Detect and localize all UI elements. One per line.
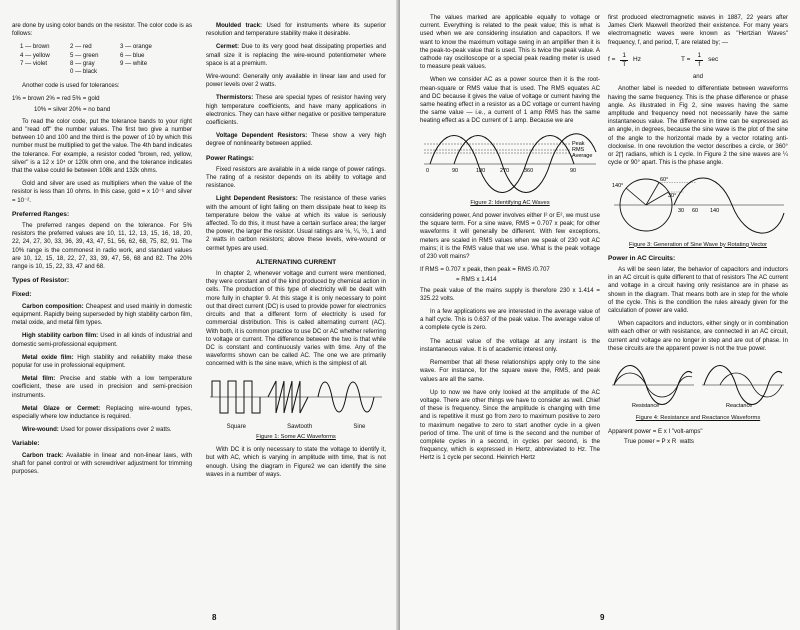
term: Thermistors:: [216, 94, 254, 102]
fig2-label: Peak: [572, 140, 585, 147]
term: High stability carbon film:: [22, 332, 99, 340]
fig2-axis-label: 90: [570, 167, 577, 174]
paragraph: The values marked are applicable equally to voltage or current. Everything is related to the peak value; this is what is used when we are considering insulation and capacitors. If we want to know the maximum voltage swing in an amplifier then it is the peak-to-peak value that is used. This is twice the peak value. A cathode ray oscilloscope or a special peak reading meter is used to measure peak values.: [420, 14, 600, 71]
paragraph: Wire-wound: Generally only available in linear law and used for power levels over 2 watts.: [206, 73, 386, 89]
paragraph: [206, 22, 386, 38]
paragraph: [206, 132, 386, 148]
term: Metal oxide film:: [22, 353, 74, 361]
color-code-item: 9 — white: [120, 59, 148, 67]
color-code-list: [20, 43, 192, 76]
paragraph: [12, 303, 192, 328]
color-code-item: 6 — blue: [120, 51, 145, 59]
term: Wire-wound:: [22, 426, 59, 434]
term-desc: Due to its very good heat dissipating properties and small size it is replacing the wire-wound potentiometer where space is at a premium.: [206, 43, 386, 67]
ac-waveforms-diagram: [206, 375, 386, 419]
fig2-label: Average: [572, 152, 593, 159]
denominator: T: [622, 61, 627, 69]
left-column-2: [206, 22, 386, 484]
section-heading: Preferred Ranges:: [12, 210, 70, 218]
paragraph: first produced electromagnetic waves in 1887, 22 years after James Clerk Maxwell theorized their existence. For many years electromagnetic waves were known as "Hertzian Waves" frequency, f, and period, T, are related by; —: [608, 14, 788, 46]
paragraph: [12, 332, 192, 348]
numerator: 1: [620, 52, 628, 61]
right-column-2: [608, 14, 788, 448]
term-desc: Replacing wire-wound types, especially where low inductance is required.: [12, 404, 192, 420]
figure-4: [608, 359, 788, 422]
color-code-item: 7 — violet: [20, 59, 48, 67]
tolerance-line: 1% = brown 2% = red 5% = gold: [12, 95, 100, 103]
paragraph: Gold and silver are used as multipliers when the value of the resistor is less than 10 ohms. In this case, gold = x 10⁻¹ and silver = 10⁻².: [12, 180, 192, 204]
paragraph: [12, 354, 192, 370]
paragraph: Up to now we have only looked at the amplitude of the AC voltage. There are other things we have to consider as well. Chief of these is frequency. Since the amplitude is changing with time and is repetitive it must go from zero to maximum positive to zero to maximum negative to zero to start another cycle in a given period of time. The unit of time is the second and the number of complete cycles in a second, in cycles per second, is the frequency, which is expressed in Hertz, abbreviated to Hz. The Hertz is 1 cycle per second. Heinrich Hertz: [420, 388, 600, 462]
fig4-label: Reactance: [726, 403, 753, 410]
paragraph: [12, 426, 192, 434]
term-desc: These show a very high degree of nonlinearity between applied.: [206, 132, 386, 148]
color-code-item: 3 — orange: [120, 43, 152, 51]
paragraph: [12, 375, 192, 400]
color-code-item: 4 — yellow: [20, 51, 50, 59]
term-desc: These are special types of resistor having very high temperature coefficients, and have many applications in electronics. They can have either negative or positive temperature coefficients.: [206, 94, 386, 127]
term-desc: High stability and reliability make these popular for use in professional equipment.: [12, 353, 192, 369]
waveform-label: Square: [226, 423, 246, 430]
paragraph: Fixed resistors are available in a wide range of power ratings. The rating of a resistor depends on its ability to voltage and resistance.: [206, 165, 386, 190]
term-desc: Used for instruments where its superior resolution and temperature stability make it desirable.: [206, 22, 386, 38]
fig2-axis-label: 360: [524, 167, 534, 174]
tolerance-intro: Another code is used for tolerances:: [22, 82, 120, 90]
figure-caption: Figure 1: Some AC Waveforms: [256, 433, 336, 440]
figure-1-labels: [206, 423, 386, 431]
section-heading: Fixed:: [12, 291, 32, 299]
term-desc: Available in linear and non-linear laws, with shaft for panel control or with screwdriver adjustment for trimming purposes.: [12, 451, 192, 475]
formula-label: T =: [681, 56, 691, 64]
figure-3: [608, 173, 788, 248]
paragraph: When we consider AC as a power source then it is the root-mean-square or RMS value that is used. The RMS equates AC and DC because it gives the value of voltage or current having the same heating effect in a resistor as a DC voltage or current having the same value — i.e., a current of 1 amp RMS has the same heating effect as a DC current of 1 amp. Because we are: [420, 76, 600, 125]
paragraph: The peak value of the mains supply is therefore 230 x 1.414 = 325.22 volts.: [420, 286, 600, 302]
fig3-label: 60°: [660, 177, 669, 184]
frequency-formula: [608, 52, 788, 69]
paragraph: [12, 405, 192, 421]
denominator: f: [698, 61, 701, 69]
color-code-item: 5 — green: [70, 51, 99, 59]
fig3-label: 140°: [612, 183, 624, 190]
vector-140: [626, 188, 646, 205]
paragraph: [206, 43, 386, 68]
paragraph: The actual value of the voltage at any instant is the instantaneous value. It is of academic interest only.: [420, 337, 600, 353]
identifying-ac-waves-diagram: [420, 132, 600, 194]
term: Light Dependent Resistors:: [216, 195, 298, 203]
fig2-axis-label: 180: [476, 167, 486, 174]
apparent-power-formula: Apparent power = E x I "volt-amps": [608, 427, 703, 435]
page-number: 9: [600, 613, 605, 622]
left-column-1: [12, 22, 192, 481]
formula-label: f =: [608, 56, 616, 64]
waveform-label: Sawtooth: [287, 423, 313, 430]
paragraph: The preferred ranges depend on the tolerance. For 5% resistors the preferred values are 10, 11, 12, 13, 15, 16, 18, 20, 22, 24, 27, 30, 33, 36, 39, 43, 47, 51, 56, 62, 68, 75, 82, 91. The 10% range is the commonest in radio work, and standard values are 10, 12, 15, 18, 22, 27, 33, 39, 47, 56, 68 and 82. The 20% range is 10, 15, 22, 33, 47 and 68.: [12, 222, 192, 271]
page-number: 8: [212, 613, 217, 622]
color-code-item: 2 — red: [70, 43, 92, 51]
term: Metal film:: [22, 375, 56, 383]
term-desc: The resistance of these varies with the amount of light falling on them dissipate heat to keep its temperature below the value at which its value is seriously affected. To do this, it must have a certain surface area; the larger the power, the larger the resistor. Usual ratings are ⅛, ¼, ½, 1 and 2 watts in carbon resistors; above these levels, wire-wound or cermet types are used.: [206, 195, 386, 252]
term-desc: Precise and stable with a low temperature coefficient, these are used in precision and semi-precision instruments.: [12, 375, 192, 399]
right-column-1: [420, 14, 600, 468]
color-code-item: 0 — black: [70, 68, 98, 76]
fig3-label: 140: [710, 208, 720, 215]
figure-1: [206, 375, 386, 442]
paragraph: Another label is needed to differentiate between waveforms having the same frequency. This is the phase difference or phase angle. As illustrated in Fig 2, sine waves having the same amplitude and frequency need not necessarily have the same instantaneous value. The difference in time can be expressed as an angle, in degrees, because the sine wave is the plot of the sine of the angle to the horizontal made by a vector rotating anti-clockwise. In one revolution the vector describes a circle, or 360° or 2∏ radians, which is 1 cycle. In Figure 2 the sine waves are ¼ cycle or 90° apart. This is the phase angle.: [608, 85, 788, 167]
and-text: and: [692, 73, 704, 81]
term: Cermet:: [216, 43, 240, 51]
color-code-item: [120, 68, 168, 76]
paragraph: considering power, And power involves either I² or E², we must use the square term. For a sine wave, RMS = 0.707 x peak; for other waveforms it will generally be different. With few exceptions, meters are scaled in RMS values when we speak of 230 volt AC mains; it is the RMS value that we use. What is the peak voltage of 230 volt mains?: [420, 212, 600, 261]
equation: = RMS x 1.414: [456, 276, 497, 284]
figure-caption: Figure 2: Identifying AC Waves: [470, 199, 550, 206]
intro-text: are done by using color bands on the resistor. The color code is as follows:: [12, 22, 192, 38]
term-desc: Used for power dissipations over 2 watts.: [58, 426, 172, 434]
fig2-axis-label: 90: [452, 167, 459, 174]
term: Carbon composition:: [22, 302, 84, 310]
paragraph: To read the color code, put the tolerance bands to your right and "read off" the number values. The first two give a number between 10 and 100 and the third is the power of 10 by which this number must be multiplied to get the value. The 4th band indicates the tolerance. For example, a resistor coded "brown, red, yellow, silver" is a 12 x 10⁴ or 120k ohm one, and the tolerance indicates that the value could lie between 108k and 132k ohms.: [12, 117, 192, 175]
fig2-label: RMS: [572, 146, 585, 153]
unit: sec: [708, 56, 719, 64]
figure-caption: Figure 3: Generation of Sine Wave by Rotating Vector: [628, 241, 768, 248]
fraction: [695, 52, 703, 69]
numerator: 1: [695, 52, 703, 61]
fig2-axis-label: 0: [426, 167, 430, 174]
paragraph: In chapter 2, whenever voltage and current were mentioned, they were constant and of the kind produced by chemical action in cells. The production of this type of electricity will be dealt with more fully in chapter 9. At this stage it is only necessary to point out that direct current (DC) is used to provide power for electronics circuits and that a different form of electricity is used for commercial distribution. This is called alternating current (AC). With both, it is common practice to use DC or AC whether referring to voltage or current. The difference between the two is that while DC is constant and continuously varies with time. Any of the waveforms shown can be called AC. The one we are primarily concerned with is the sine wave, which is the simplest of all.: [206, 270, 386, 368]
figure-2: [420, 132, 600, 207]
paragraph: When capacitors and inductors, either singly or in combination with each other or with resistance, are connected in an AC circuit, current and voltage are no longer in step and are out of phase. In these circuits are the apparent power is not the true power.: [608, 320, 788, 352]
fig2-axis-label: 270: [500, 167, 510, 174]
figure-caption: Figure 4: Resistance and Reactance Waveforms: [635, 415, 761, 422]
fig4-label: Resistance: [632, 403, 660, 410]
paragraph: [206, 195, 386, 252]
section-heading: Power in AC Circuits:: [608, 254, 676, 262]
fig3-label: 30°: [668, 193, 677, 200]
paragraph: [12, 452, 192, 477]
tolerance-line: 10% = silver 20% = no band: [34, 105, 111, 113]
generated-sine-wave: [674, 178, 784, 233]
unit: Hz: [633, 56, 641, 64]
equation: If RMS = 0.707 x peak, then peak = RMS /0.707: [420, 266, 550, 274]
paragraph: With DC it is only necessary to state the voltage to identify it, but with AC, which is varying in amplitude with time, that is not enough. Using the diagram in Figure2 we can identify the sine waves in a number of ways.: [206, 446, 386, 478]
paragraph: In a few applications we are interested in the average value of a half cycle. This is 0.637 of the peak value. The average value of a complete cycle is zero.: [420, 308, 600, 332]
color-code-item: [20, 68, 68, 76]
fraction: [620, 52, 628, 69]
section-heading: ALTERNATING CURRENT: [255, 258, 337, 266]
waveform-label: Sine: [353, 423, 366, 430]
color-code-item: 1 — brown: [20, 43, 50, 51]
fig3-label: 30: [678, 208, 685, 215]
section-heading: Types of Resistor:: [12, 277, 70, 285]
rotating-vector-diagram: [608, 173, 788, 235]
paragraph: As will be seen later, the behavior of capacitors and inductors in an AC circuit is quite different to that of resistors The AC current and voltage in a circuit having only resistance are in phase as shown in the diagram. That means both are in step for the whole of the cycle. This is the condition the rules already given for the calculation of power are valid.: [608, 266, 788, 315]
paragraph: Remember that all these relationships apply only to the sine wave. For instance, for the square wave the, RMS, and peak values are all the same.: [420, 359, 600, 383]
term-desc: Used in all kinds of industrial and domestic semi-professional equipment.: [12, 332, 193, 348]
term: Moulded track:: [216, 22, 263, 29]
fig3-label: 60: [692, 208, 699, 215]
term-desc: Cheapest and used mainly in domestic equipment. Rapidly being superseded by high stability carbon film, metal oxide, and metal film types.: [12, 302, 192, 327]
section-heading: Power Ratings:: [206, 154, 254, 162]
term: Voltage Dependent Resistors:: [216, 132, 308, 140]
right-page: [400, 0, 800, 630]
term: Carbon track:: [22, 451, 64, 459]
term: Metal Glaze or Cermet:: [22, 404, 101, 412]
resistance-reactance-diagram: [608, 359, 788, 409]
true-power-formula: True power = P x R watts: [624, 437, 694, 445]
color-code-item: 8 — gray: [70, 59, 95, 67]
paragraph: [206, 94, 386, 127]
section-heading: Variable:: [12, 440, 40, 448]
